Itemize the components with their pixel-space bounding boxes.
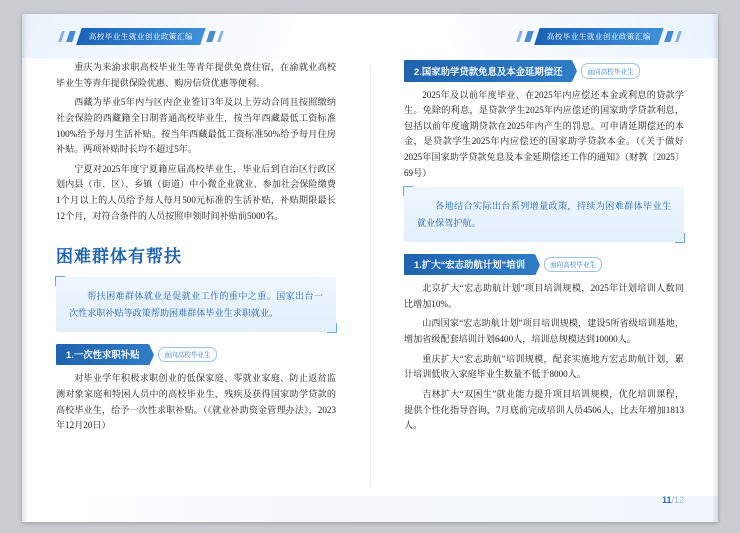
running-head-left-bar — [76, 28, 205, 45]
highlight-callout — [404, 187, 684, 241]
page-edge-left — [22, 14, 28, 522]
document-page — [22, 14, 718, 522]
subsection-title: 1.一次性求职补贴 — [56, 344, 149, 366]
subsection-banner — [56, 344, 336, 366]
page-shadow-left — [0, 0, 22, 533]
running-head-left-label: 高校毕业生就业创业政策汇编 — [89, 31, 194, 41]
paragraph: 西藏为毕业5年内与区内企业签订3年及以上劳动合同且按照缴纳社会保险的西藏籍全日制普通高校毕业生，按当年西藏最低工资标准100%给予每月生活补贴。按当年西藏最低工资标准50%给予每月住房补贴。两项补贴时长均不超过5年。 — [56, 97, 336, 155]
page-edge-right — [712, 14, 718, 522]
subsection-banner — [404, 60, 684, 82]
page-shadow-right — [718, 0, 740, 533]
callout-corner-icon — [327, 323, 337, 333]
paragraph: 对毕业学年积极求职创业的低保家庭、零就业家庭、防止返贫监测对象家庭和特困人员中的高校毕业生，残疾及获得国家助学贷款的高校毕业生，给予一次性求职补贴。（《就业补助资金管理办法》，2023年12月20日） — [56, 373, 336, 431]
footer-decoration — [22, 496, 718, 522]
running-head-tick-icon — [516, 31, 523, 42]
highlight-callout-text: 各地结合实际出台系列增量政策，持续为困难群体毕业生就业保驾护航。 — [417, 201, 671, 228]
left-column — [22, 60, 370, 500]
audience-tag: 面向高校毕业生 — [544, 257, 602, 273]
paragraph: 吉林扩大“双困生”就业能力提升项目培训规模，优化培训课程，提供个性化指导咨询，7月底前完成培训人员4506人，比去年增加1813人。 — [404, 389, 684, 431]
running-head-tick-icon — [524, 31, 534, 42]
paragraph: 山西国家“宏志助航计划”项目培训规模，建设5所省级培训基地，增加省级配套培训计划6400人，培训总规模达到10000人。 — [404, 318, 684, 345]
page-number — [662, 495, 684, 505]
running-head-tick-icon — [66, 31, 76, 42]
callout-corner-icon — [403, 186, 413, 196]
subsection-title: 1.扩大“宏志助航计划”培训 — [404, 254, 535, 276]
highlight-callout-text: 帮扶困难群体就业是促就业工作的重中之重。国家出台一次性求职补贴等政策帮助困难群体毕业生求职就业。 — [69, 291, 323, 318]
running-head-tick-icon — [58, 31, 65, 42]
running-head-right-label: 高校毕业生就业创业政策汇编 — [547, 31, 652, 41]
page-columns — [22, 60, 718, 500]
paragraph: 宁夏对2025年度宁夏籍应届高校毕业生，毕业后到自治区行政区划内县（市、区）、乡镇（街道）中小微企业就业、参加社会保险缴费1个月以上的人员给予每人每月500元标准的生活补贴，补贴期限最长12个月，对符合条件的人员按照申领时间补贴前5000名。 — [56, 163, 336, 221]
paragraph: 北京扩大“宏志助航计划”项目培训规模，2025年计划培训人数同比增加10%。 — [404, 283, 684, 309]
audience-tag: 面向高校毕业生 — [158, 347, 216, 363]
running-head-tick-icon — [664, 31, 674, 42]
audience-tag: 面向高校毕业生 — [581, 63, 639, 79]
right-column — [370, 60, 718, 500]
running-head-left — [60, 28, 222, 45]
running-head-tick-icon — [206, 31, 216, 42]
callout-corner-icon — [55, 276, 65, 286]
page-number-current: 11 — [661, 495, 672, 505]
section-heading: 困难群体有帮扶 — [56, 247, 182, 267]
paragraph: 重庆为来渝求职高校毕业生等青年提供免费住宿，在渝就业高校毕业生等青年提供保险优惠、购房信贷优惠等便利。 — [56, 62, 336, 88]
subsection-title: 2.国家助学贷款免息及本金延期偿还 — [404, 60, 572, 82]
running-head-right — [518, 28, 680, 45]
subsection-tag-wrap — [544, 257, 602, 273]
callout-corner-icon — [675, 233, 685, 243]
page-number-separator: / — [671, 495, 674, 505]
page-number-total: 12 — [673, 495, 684, 505]
paragraph: 2025年及以前年度毕业、在2025年内应偿还本金或利息的贷款学生。免除的利息，是贷款学生2025年内应偿还的国家助学贷款利息，包括以前年度逾期贷款在2025年内产生的罚息。可申请延期偿还的本金，是贷款学生2025年内应偿还的国家助学贷款本金。（《关于做好2025年国家助学贷款免息及本金延期偿还工作的通知》（财教〔2025〕69号） — [404, 89, 684, 178]
subsection-banner — [404, 254, 684, 276]
running-head-right-bar — [534, 28, 663, 45]
subsection-tag-wrap — [158, 347, 216, 363]
subsection-tag-wrap — [581, 63, 639, 79]
highlight-callout — [56, 277, 336, 331]
paragraph: 重庆扩大“宏志助航”培训规模，配套实施地方宏志助航计划，累计培训低收入家庭毕业生数量不低于8000人。 — [404, 353, 684, 380]
